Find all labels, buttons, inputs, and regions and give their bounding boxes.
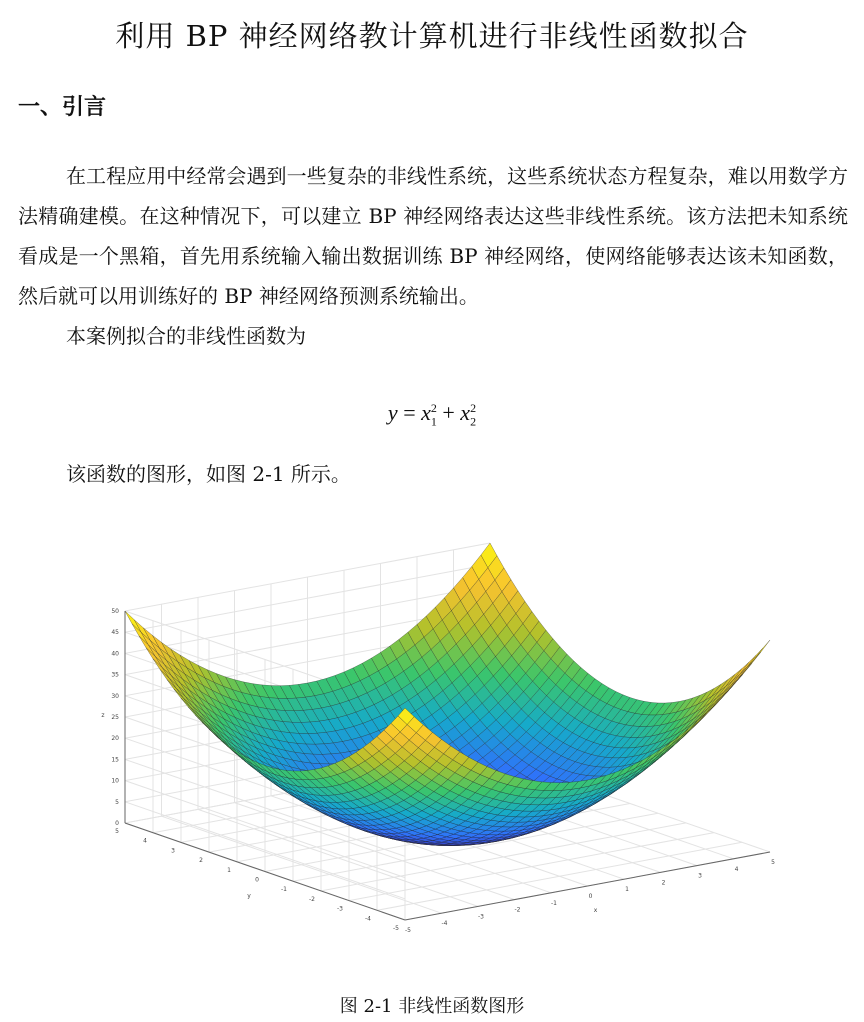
figure-intro: 该函数的图形，如图 2-1 所示。 — [66, 462, 351, 486]
x-tick-label: 5 — [771, 859, 775, 866]
z-tick-label: 30 — [111, 692, 119, 700]
surface-plot — [100, 530, 790, 940]
z-tick-label: 40 — [111, 650, 119, 658]
equation-plus: + — [442, 400, 455, 425]
y-tick-label: -1 — [281, 886, 287, 894]
z-axis-label: z — [101, 712, 105, 719]
equation-term2-sup: 2 — [470, 400, 477, 415]
z-tick-label: 50 — [111, 608, 119, 615]
x-tick-label: 0 — [588, 893, 593, 900]
x-tick-label: 1 — [625, 886, 629, 894]
equation-equals: = — [403, 400, 416, 425]
x-tick-label: -2 — [514, 906, 521, 914]
surface-patch — [733, 662, 749, 680]
x-tick-label: -5 — [405, 927, 411, 934]
x-tick-label: 2 — [661, 879, 666, 887]
grid-line — [377, 842, 742, 910]
z-tick-label: 35 — [111, 671, 119, 679]
y-tick-label: -5 — [393, 925, 399, 932]
y-tick-label: -3 — [337, 905, 343, 913]
function-intro-paragraph: 本案例拟合的非线性函数为 — [66, 324, 306, 348]
intro-paragraph: 在工程应用中经常会遇到一些复杂的非线性系统，这些系统状态方程复杂，难以用数学方法精确建模。在这种情况下，可以建立 BP 神经网络表达这些非线性系统。该方法把未知系统看成是一个黑箱，首先用系统输入输出数据训练 BP 神经网络，使网络能够表达该未知函数，然后就可以用训练好的 BP 神经网络预测系统输出。 — [18, 164, 848, 308]
document-title: 利用 BP 神经网络教计算机进行非线性函数拟合 — [115, 19, 749, 53]
x-tick-label: 3 — [698, 872, 702, 880]
equation — [0, 400, 864, 429]
x-tick-label: 4 — [734, 865, 739, 873]
y-tick-label: 4 — [143, 837, 147, 845]
y-tick-label: 0 — [255, 876, 259, 884]
y-tick-label: 2 — [199, 857, 203, 865]
z-tick-label: 10 — [111, 777, 119, 785]
section-heading: 一、引言 — [18, 94, 107, 120]
x-tick-label: -3 — [478, 913, 484, 921]
y-tick-label: 3 — [171, 847, 175, 855]
z-tick-label: 45 — [111, 629, 119, 637]
z-tick-label: 25 — [111, 714, 119, 721]
equation-term1-base: x — [421, 400, 431, 425]
x-tick-label: -1 — [551, 899, 557, 907]
surface-patch — [740, 655, 756, 674]
z-tick-label: 15 — [111, 756, 119, 764]
intro-text — [18, 156, 848, 356]
x-axis-label: x — [593, 907, 598, 914]
equation-term1-sub: 1 — [430, 414, 437, 429]
y-axis-label: y — [247, 892, 251, 900]
y-tick-label: -2 — [309, 895, 315, 903]
equation-term2-base: x — [460, 400, 471, 425]
grid-line — [349, 833, 714, 901]
figure-caption: 图 2-1 非线性函数图形 — [339, 996, 525, 1017]
x-axis-line — [405, 852, 770, 920]
y-tick-label: 1 — [227, 866, 231, 874]
y-tick-label: 5 — [115, 828, 119, 835]
equation-term1-sup: 2 — [430, 400, 437, 415]
equation-lhs: y — [387, 400, 398, 425]
x-tick-label: -4 — [441, 920, 448, 928]
z-tick-label: 20 — [111, 735, 119, 743]
y-tick-label: -4 — [365, 915, 371, 923]
z-tick-label: 0 — [115, 820, 119, 827]
equation-term2-sub: 2 — [470, 414, 477, 429]
z-tick-label: 5 — [115, 798, 119, 806]
